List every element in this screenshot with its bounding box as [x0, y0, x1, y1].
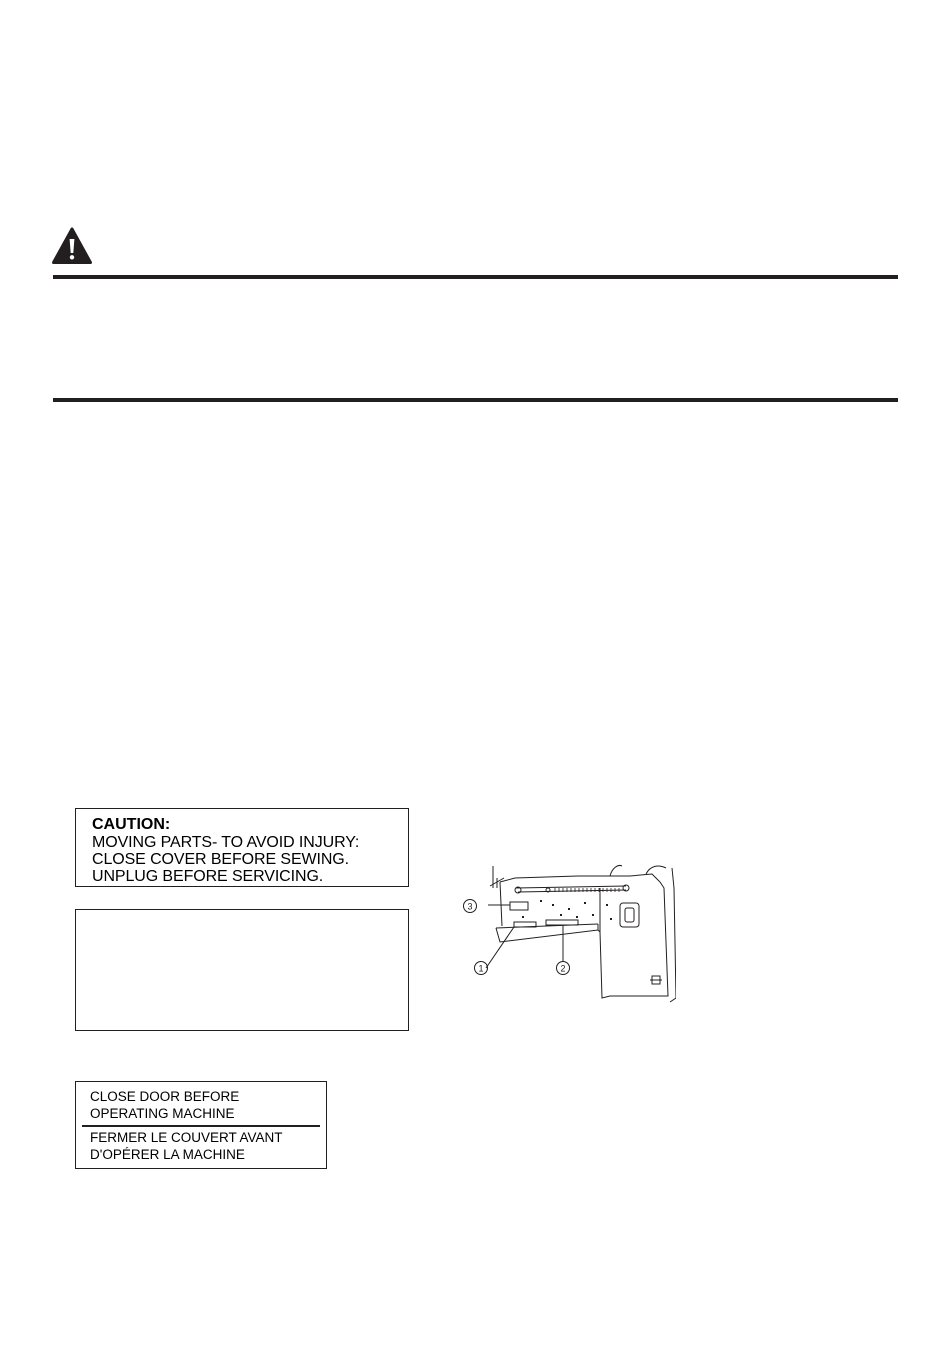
blank-label: [75, 909, 409, 1031]
callout-number: 1: [478, 963, 484, 974]
callout-number: 2: [560, 963, 566, 974]
caution-label: [75, 808, 409, 887]
warning-triangle-icon: [52, 227, 92, 265]
door-label-french: [76, 1129, 283, 1163]
door-label-line: CLOSE DOOR BEFORE: [90, 1089, 240, 1104]
caution-line: UNPLUG BEFORE SERVICING.: [92, 868, 324, 885]
caution-line: MOVING PARTS- TO AVOID INJURY:: [92, 834, 360, 851]
door-label-line: FERMER LE COUVERT AVANT: [90, 1130, 283, 1145]
callout-number: 3: [467, 901, 473, 912]
caution-title: CAUTION:: [92, 816, 171, 833]
section-rule-bottom: [53, 398, 898, 402]
door-label-english: [76, 1088, 239, 1122]
door-label-line: OPERATING MACHINE: [90, 1106, 235, 1121]
section-rule-top: [53, 275, 898, 279]
door-label-line: D'OPÉRER LA MACHINE: [90, 1147, 245, 1162]
door-label-divider: [82, 1125, 320, 1127]
machine-label-location-illustration: [460, 858, 676, 1004]
door-label: [75, 1081, 327, 1169]
caution-line: CLOSE COVER BEFORE SEWING.: [92, 851, 350, 868]
